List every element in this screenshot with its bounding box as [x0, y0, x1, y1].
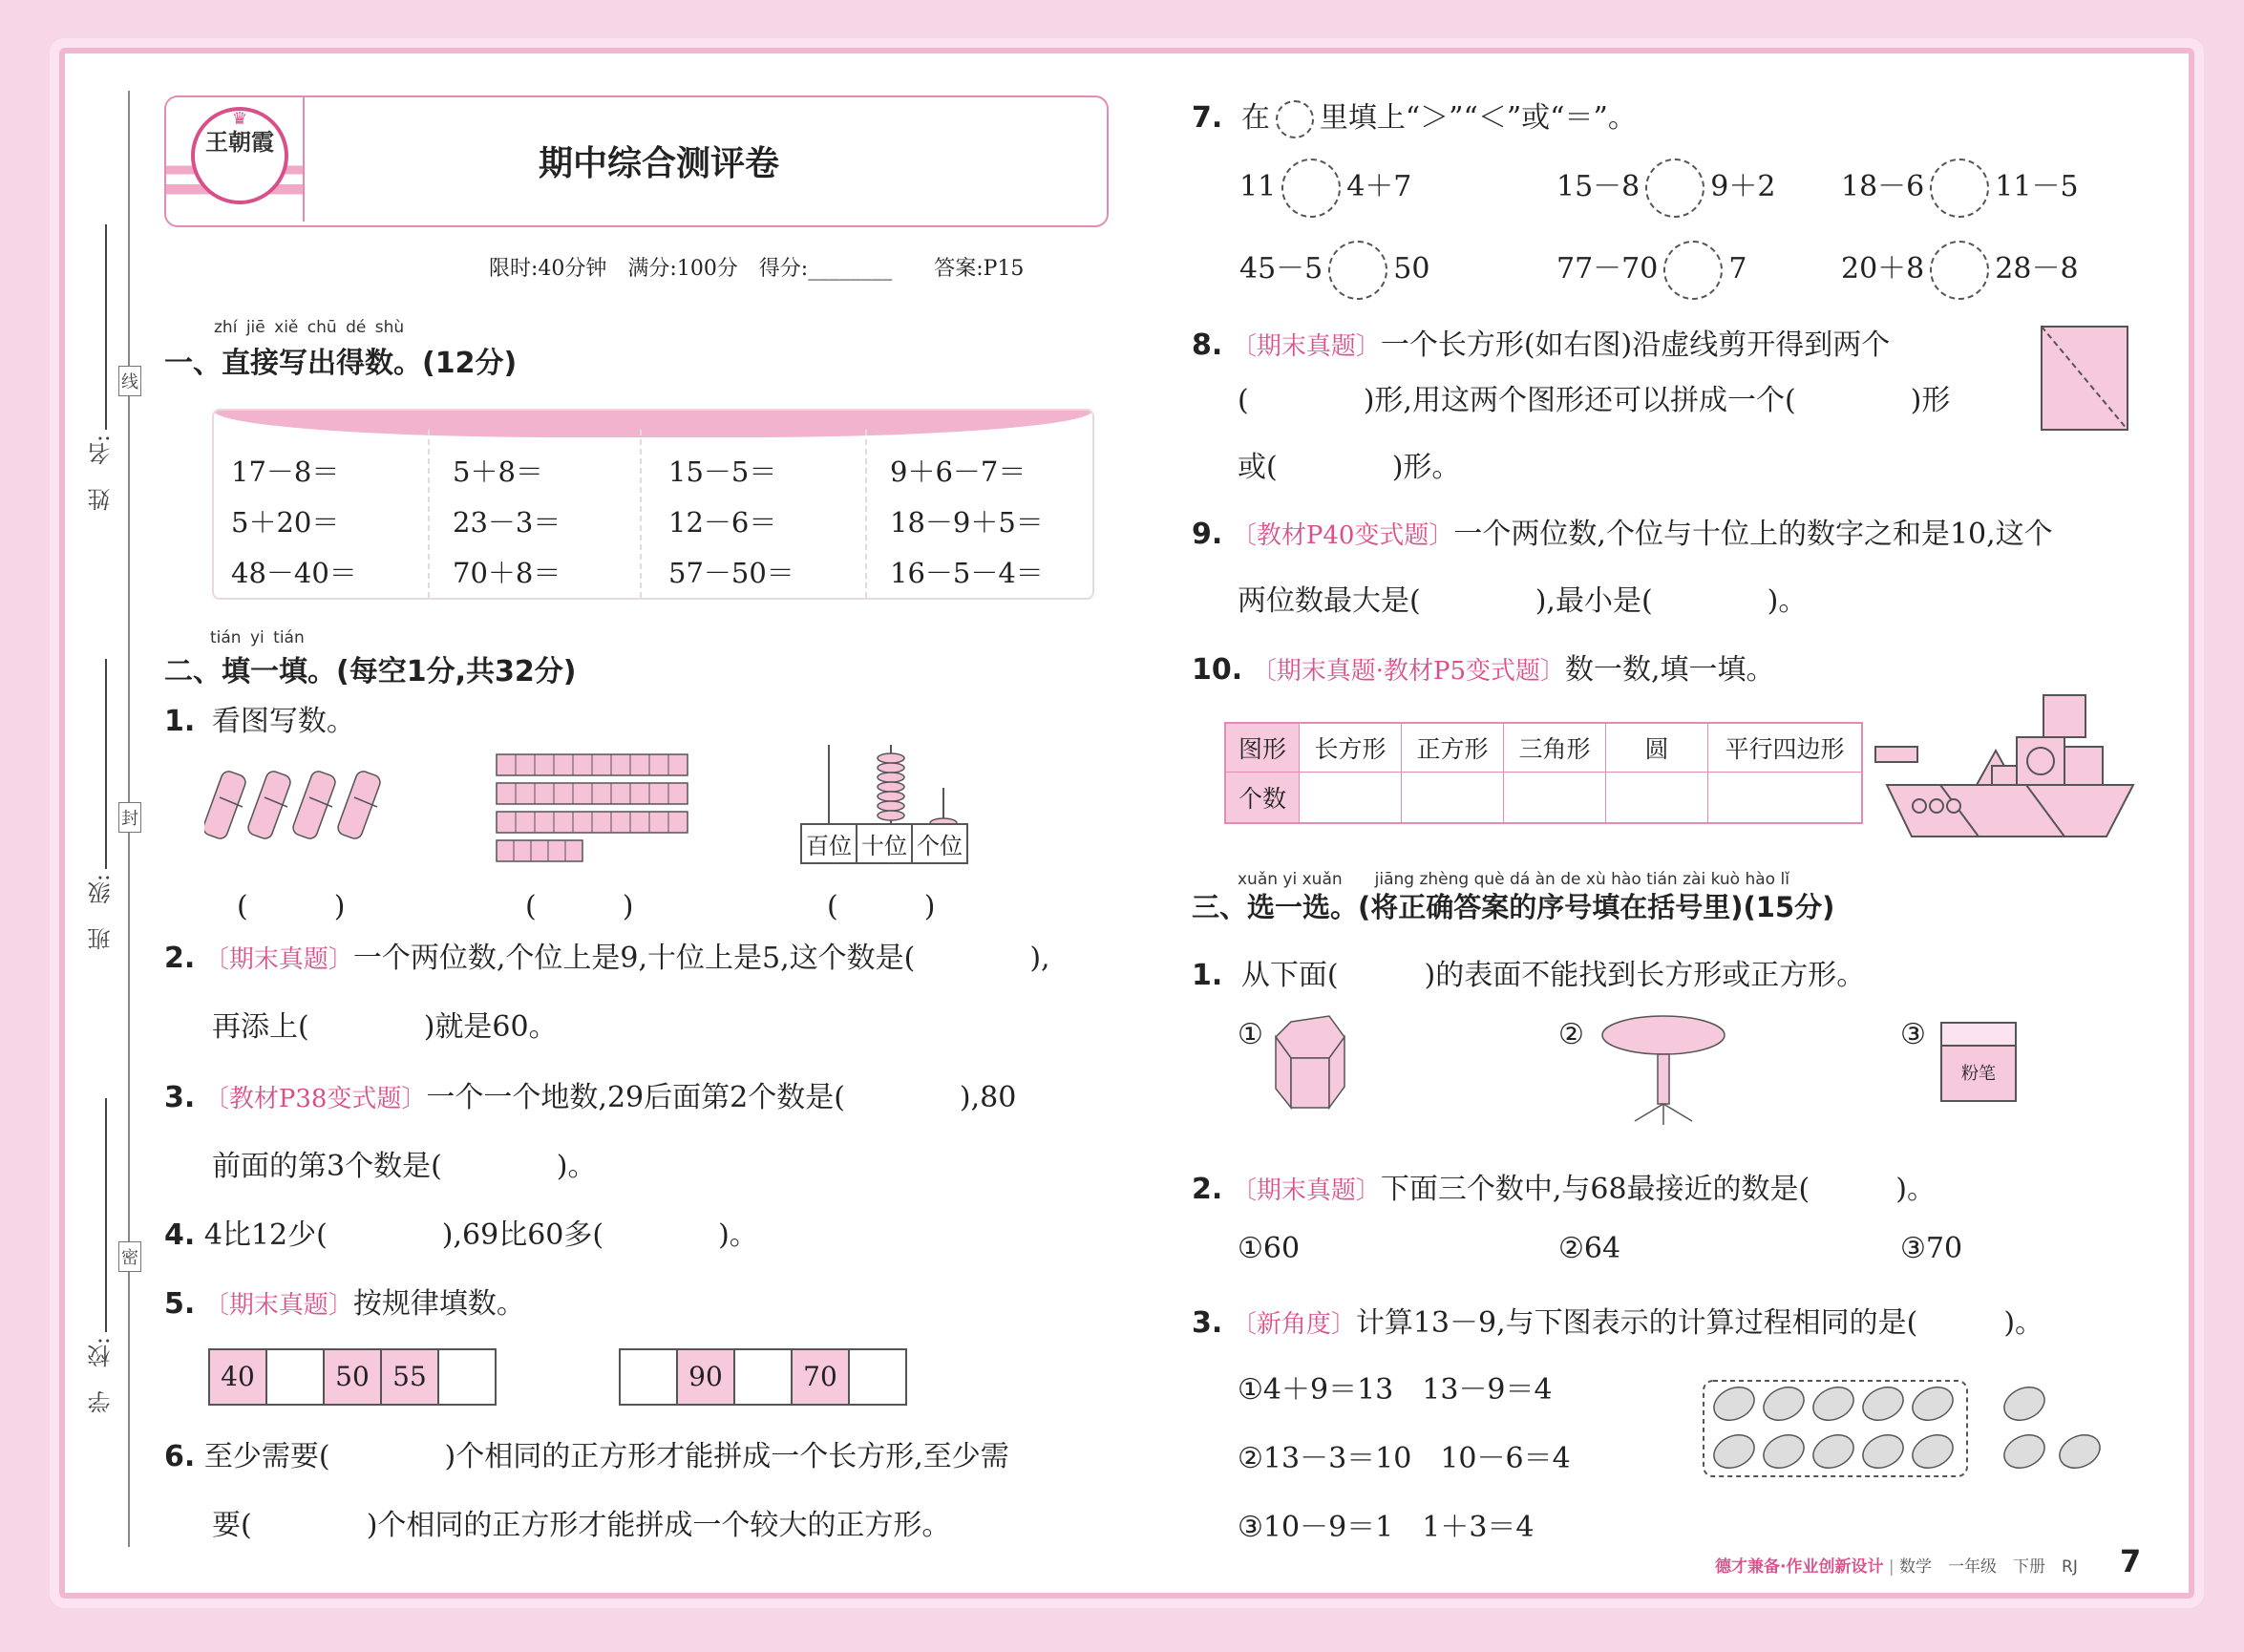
question-text: 从下面( )的表面不能找到长方形或正方形。 [1240, 959, 1866, 992]
question-number: 2. [164, 942, 196, 975]
ship-square [2064, 747, 2103, 785]
q7-text-b: 里填上“＞”“＜”或“＝”。 [1319, 101, 1637, 135]
s2-q5 [164, 1280, 525, 1322]
name-line [105, 224, 107, 430]
compare-circle[interactable] [1663, 241, 1723, 300]
question-text: 数一数,填一填。 [1565, 653, 1775, 687]
rectangle-diagram [2040, 325, 2129, 432]
shape-count-table [1224, 722, 1863, 824]
ship-circle [2027, 748, 2054, 774]
section3-title: 三、选一选。(将正确答案的序号填在括号里)(15分) [1192, 891, 1835, 923]
chalk-box [1940, 1022, 2017, 1102]
seq-cell: 90 [678, 1350, 735, 1404]
compare-circle[interactable] [1328, 241, 1387, 300]
compare-right: 7 [1728, 252, 1747, 286]
question-number: 1. [164, 705, 196, 738]
class-line [105, 659, 107, 869]
option-3-label[interactable]: ③ [1900, 1018, 1926, 1051]
s2-q4 [164, 1211, 758, 1253]
q7-prompt [1192, 94, 1637, 138]
question-number: 3. [1192, 1306, 1223, 1340]
section1-title: 一、直接写出得数。(12分) [164, 347, 518, 380]
stick-bundles-image [204, 754, 405, 850]
s3-q3-opt-3[interactable]: ③10－9＝1 1＋3＝4 [1238, 1511, 1535, 1544]
seal-feng-mark: 封 [118, 802, 141, 833]
question-number: 2. [1192, 1173, 1223, 1206]
s2-q6-line1 [164, 1432, 1009, 1474]
question-number: 10. [1192, 653, 1243, 687]
footer-subject: 数学 一年级 下册 RJ [1899, 1557, 2078, 1577]
calc-col-1 [231, 447, 357, 599]
s3-q2-opt-2[interactable]: ②64 [1558, 1232, 1621, 1265]
calc-col-3 [668, 447, 794, 599]
s2-q3-line1 [164, 1073, 1016, 1115]
question-tag: 〔期末真题〕 [203, 1291, 353, 1320]
seq-cell-blank[interactable] [439, 1350, 495, 1404]
s2-q2-line1 [164, 934, 1050, 976]
compare-right: 50 [1393, 252, 1430, 286]
s2-q2-line2: 再添上( )就是60。 [212, 1010, 558, 1044]
abacus-label-ones: 个位 [917, 833, 963, 859]
logo-text: 王朝霞 [205, 128, 274, 156]
footer [1715, 1553, 2078, 1577]
exam-meta: 限时:40分钟 满分:100分 得分:________ 答案:P15 [489, 257, 1025, 281]
stick-bundle-1 [204, 770, 247, 841]
seq-cell: 70 [793, 1350, 850, 1404]
calc-box-wave [214, 411, 1092, 437]
chalk-box-top [1942, 1024, 2015, 1047]
count-input-cell[interactable] [1504, 773, 1606, 824]
chalk-label: 粉笔 [1961, 1064, 1996, 1084]
option-1-label[interactable]: ① [1238, 1018, 1263, 1051]
count-input-cell[interactable] [1606, 773, 1708, 824]
sequence-2 [619, 1348, 907, 1406]
ship-shapes-image [1874, 691, 2139, 842]
calc-col-4 [890, 447, 1044, 599]
s3-q3-opt-2[interactable]: ②13－3＝10 10－6＝4 [1238, 1442, 1571, 1475]
compare-right: 4＋7 [1346, 170, 1412, 203]
q8-line1 [1192, 321, 1890, 363]
stick-bundle-3 [291, 770, 337, 841]
seq-cell-blank[interactable] [850, 1350, 905, 1404]
question-text: 计算13－9,与下图表示的计算过程相同的是( )。 [1355, 1306, 2044, 1340]
leaf-icons [1708, 1381, 2105, 1474]
s3-q2 [1192, 1165, 1936, 1207]
option-2-label[interactable]: ② [1558, 1018, 1584, 1051]
compare-circle-icon [1276, 100, 1314, 138]
answer-paren-2[interactable]: ( ) [525, 890, 634, 923]
seq-cell-blank[interactable] [621, 1350, 678, 1404]
seq-cell-blank[interactable] [267, 1350, 325, 1404]
compare-item-1 [1239, 159, 1411, 218]
question-text: 至少需要( )个相同的正方形才能拼成一个长方形,至少需 [203, 1440, 1009, 1473]
table-cell: 圆 [1606, 723, 1708, 773]
abacus-labels [800, 823, 968, 864]
calc-divider-1 [428, 430, 430, 598]
question-number: 9. [1192, 518, 1223, 551]
calc-item: 70＋8＝ [453, 557, 561, 589]
compare-right: 11－5 [1995, 170, 2079, 203]
table-cell: 平行四边形 [1708, 723, 1863, 773]
q7-text-a: 在 [1240, 101, 1270, 135]
question-tag: 〔新角度〕 [1231, 1310, 1356, 1339]
name-label: 姓 名: [88, 434, 115, 512]
compare-circle[interactable] [1930, 241, 1989, 300]
question-text: 一个两位数,个位上是9,十位上是5,这个数是( ), [352, 942, 1050, 975]
s2-q1 [164, 697, 355, 739]
compare-left: 11 [1239, 170, 1277, 203]
question-text: 一个两位数,个位与十位上的数字之和是10,这个 [1453, 518, 2053, 551]
question-number: 1. [1192, 959, 1223, 992]
count-input-cell[interactable] [1300, 773, 1402, 824]
answer-paren-1[interactable]: ( ) [237, 890, 346, 923]
question-text: 下面三个数中,与68最接近的数是( )。 [1380, 1173, 1936, 1206]
compare-item-5 [1556, 241, 1747, 300]
table-row [1225, 773, 1862, 824]
abacus-label-hundreds: 百位 [802, 825, 857, 862]
s2-q6-line2: 要( )个相同的正方形才能拼成一个较大的正方形。 [212, 1509, 951, 1542]
seal-mi-mark: 密 [118, 1241, 141, 1272]
school-label: 学 校: [88, 1337, 115, 1414]
section2-pinyin: tián yi tián [210, 628, 305, 647]
seq-cell: 40 [210, 1350, 267, 1404]
seq-cell: 55 [382, 1350, 439, 1404]
table-cell: 个数 [1225, 773, 1300, 824]
compare-circle[interactable] [1645, 159, 1704, 218]
ship-rect-small [1992, 766, 2017, 785]
question-tag: 〔期末真题·教材P5变式题〕 [1251, 657, 1566, 686]
table-cell: 长方形 [1300, 723, 1402, 773]
s3-q3 [1192, 1299, 2043, 1341]
s3-q1 [1192, 951, 1865, 993]
round-table-image [1597, 1014, 1730, 1129]
section2-title: 二、填一填。(每空1分,共32分) [164, 655, 577, 688]
page-number: 7 [2120, 1543, 2142, 1579]
class-label: 班 级: [88, 874, 115, 951]
q10-line [1192, 646, 1775, 688]
sequence-1 [208, 1348, 497, 1406]
abacus-label-tens: 十位 [857, 825, 913, 862]
calc-item: 16－5－4＝ [890, 557, 1044, 589]
compare-circle[interactable] [1281, 159, 1341, 218]
logo [191, 107, 288, 204]
calc-item: 15－5＝ [668, 455, 777, 488]
calc-item: 9＋6－7＝ [890, 455, 1027, 488]
compare-left: 77－70 [1556, 252, 1659, 286]
question-text: 看图写数。 [211, 705, 355, 738]
hexagonal-prism-image [1272, 1012, 1348, 1117]
q9-line1 [1192, 510, 2053, 552]
footer-divider: | [1888, 1557, 1900, 1577]
question-text: 4比12少( ),69比60多( )。 [203, 1218, 758, 1252]
abacus-image [800, 745, 982, 831]
table-cell: 图形 [1225, 723, 1300, 773]
table-cell: 三角形 [1504, 723, 1606, 773]
calc-item: 5＋8＝ [453, 455, 543, 488]
compare-item-3 [1841, 159, 2079, 218]
compare-left: 45－5 [1239, 252, 1323, 286]
section3-pinyin: xuǎn yi xuǎn jiāng zhèng què dá àn de xù hào tián zài kuò hào lǐ [1238, 870, 1789, 889]
compare-item-2 [1556, 159, 1775, 218]
calc-item: 12－6＝ [668, 506, 777, 539]
q8-line2: ( )形,用这两个图形还可以拼成一个( )形 [1238, 384, 1951, 417]
calc-divider-3 [865, 430, 867, 598]
seq-cell: 50 [325, 1350, 382, 1404]
question-tag: 〔教材P40变式题〕 [1231, 521, 1454, 550]
calc-item: 5＋20＝ [231, 506, 340, 539]
compare-right: 9＋2 [1710, 170, 1776, 203]
seal-line-mark: 线 [118, 366, 141, 396]
ship-square-top [2043, 695, 2085, 737]
question-number: 6. [164, 1440, 196, 1473]
seq-cell-blank[interactable] [735, 1350, 793, 1404]
calc-item: 57－50＝ [668, 557, 794, 589]
calc-divider-2 [640, 430, 642, 598]
footer-series: 德才兼备·作业创新设计 [1715, 1557, 1884, 1577]
calc-item: 23－3＝ [453, 506, 561, 539]
compare-circle[interactable] [1930, 159, 1989, 218]
question-text: 按规律填数。 [352, 1287, 525, 1321]
stick-bundle-2 [246, 770, 292, 841]
s3-q2-opt-1[interactable]: ①60 [1238, 1232, 1301, 1265]
compare-left: 20＋8 [1841, 252, 1925, 286]
question-tag: 〔期末真题〕 [1231, 1176, 1381, 1205]
compare-left: 15－8 [1556, 170, 1641, 203]
count-input-cell[interactable] [1708, 773, 1863, 824]
ship-flag [1875, 747, 1917, 762]
calc-item: 18－9＋5＝ [890, 506, 1044, 539]
s3-q2-opt-3[interactable]: ③70 [1900, 1232, 1963, 1265]
question-tag: 〔期末真题〕 [203, 945, 353, 974]
compare-item-6 [1841, 241, 2079, 300]
question-number: 3. [164, 1081, 196, 1114]
unit-cubes [497, 840, 582, 861]
q8-line3: 或( )形。 [1238, 451, 1461, 484]
s2-q3-line2: 前面的第3个数是( )。 [212, 1150, 597, 1183]
logo-crown-icon: ♛ [231, 109, 248, 129]
question-number: 7. [1192, 101, 1223, 135]
compare-right: 28－8 [1995, 252, 2079, 286]
question-text: 一个一个地数,29后面第2个数是( ),80 [426, 1081, 1017, 1114]
table-cell: 正方形 [1402, 723, 1504, 773]
calc-col-2 [453, 447, 561, 599]
question-text: 一个长方形(如右图)沿虚线剪开得到两个 [1380, 328, 1891, 362]
answer-paren-3[interactable]: ( ) [827, 890, 936, 923]
school-line [105, 1098, 107, 1332]
compare-left: 18－6 [1841, 170, 1925, 203]
calc-item: 17－8＝ [231, 455, 340, 488]
cube-rods-image [493, 745, 703, 869]
s3-q3-opt-1[interactable]: ①4＋9＝13 13－9＝4 [1238, 1373, 1553, 1407]
page-title: 期中综合测评卷 [538, 144, 779, 183]
compare-item-4 [1239, 241, 1429, 300]
question-tag: 〔教材P38变式题〕 [203, 1085, 427, 1113]
leaves-diagram [1700, 1375, 2110, 1482]
q9-line2: 两位数最大是( ),最小是( )。 [1238, 584, 1808, 618]
question-number: 5. [164, 1287, 196, 1321]
table-row [1225, 723, 1862, 773]
section1-pinyin: zhí jiē xiě chū dé shù [214, 318, 405, 337]
count-input-cell[interactable] [1402, 773, 1504, 824]
question-tag: 〔期末真题〕 [1231, 332, 1381, 361]
question-number: 8. [1192, 328, 1223, 362]
question-number: 4. [164, 1218, 196, 1252]
stick-bundle-4 [336, 770, 382, 841]
calc-item: 48－40＝ [231, 557, 357, 589]
